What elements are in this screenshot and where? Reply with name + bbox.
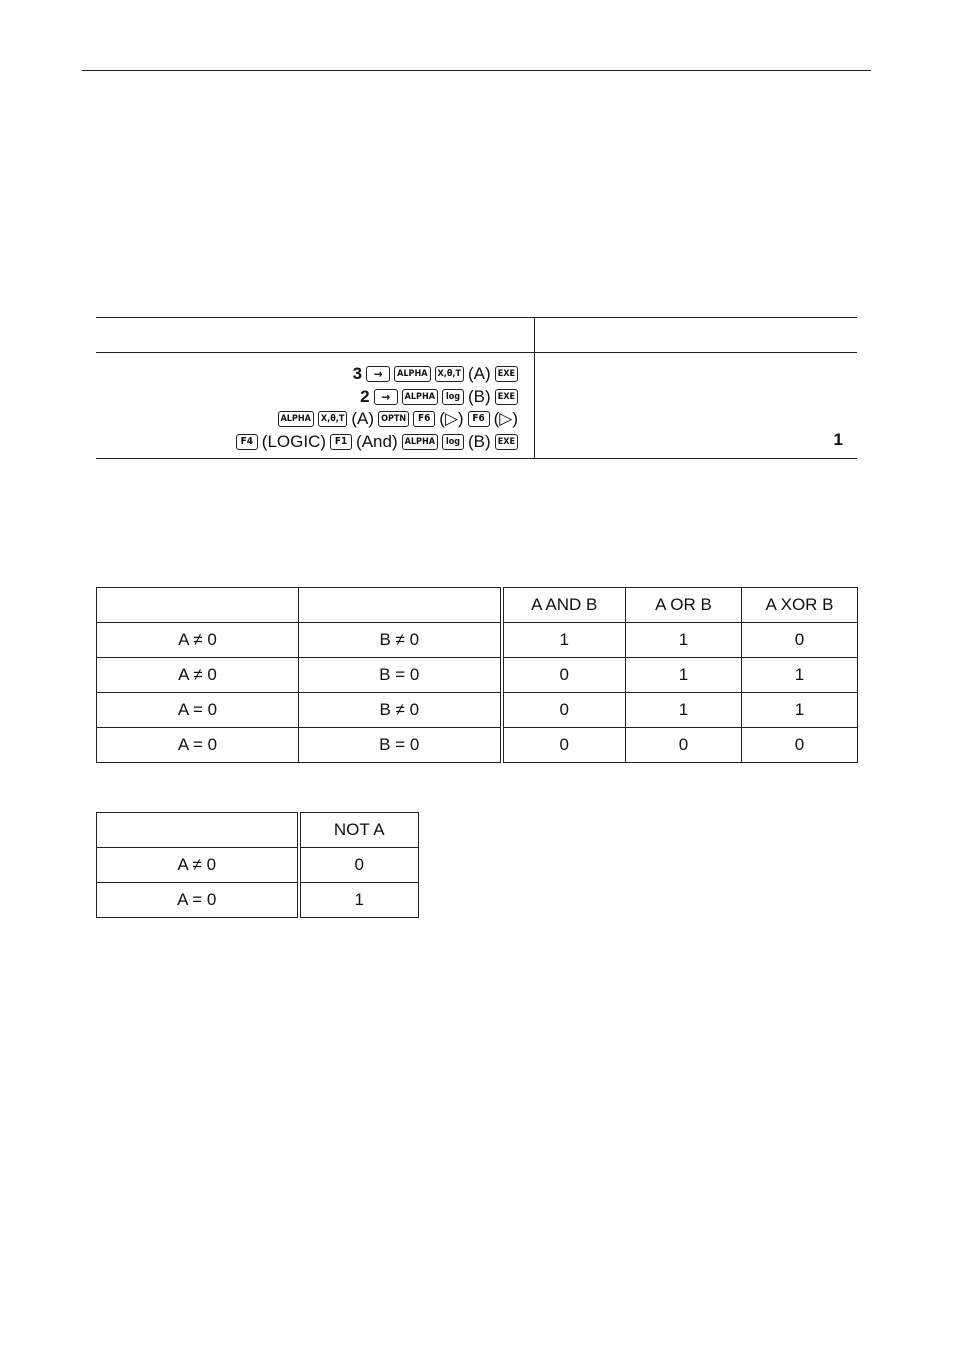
optn-key-icon: OPTN [378,411,409,427]
table-cell: 0 [626,728,742,763]
example-table [96,317,857,459]
example-column-divider [534,318,535,458]
table-cell: 1 [299,883,419,918]
display-result: 1 [833,430,843,449]
table-cell: 0 [742,623,858,658]
table-cell: 0 [502,728,626,763]
table-cell: A ≠ 0 [97,623,299,658]
alpha-key-icon: ALPHA [394,366,430,382]
header-rule [82,70,871,71]
table-cell: 1 [502,623,626,658]
table-cell: A ≠ 0 [97,658,299,693]
table-cell: B = 0 [299,658,502,693]
label-b: (B) [468,386,491,406]
log-key-icon: log [442,389,464,405]
f6-key-icon: F6 [468,411,490,427]
table-cell: 0 [502,693,626,728]
example-header-rule [96,352,857,353]
header-cell: A OR B [626,588,742,623]
table-cell: 0 [502,658,626,693]
table-cell: 1 [626,693,742,728]
header-cell [299,588,502,623]
right-arrow-key-icon: → [374,389,398,405]
table-cell: 0 [299,848,419,883]
table-cell: B ≠ 0 [299,693,502,728]
label-b: (B) [468,431,491,451]
f6-key-icon: F6 [413,411,435,427]
header-cell: A XOR B [742,588,858,623]
table-cell: A = 0 [97,883,299,918]
table-cell: 1 [742,693,858,728]
right-arrow-key-icon: → [366,366,390,382]
table-header-row [97,588,858,623]
table-cell: 0 [742,728,858,763]
not-truth-table [96,812,419,918]
table-row [97,728,858,763]
binary-truth-table [96,587,858,763]
table-cell: 1 [742,658,858,693]
table-cell: A = 0 [97,728,299,763]
label-next: (▷) [493,409,518,429]
table-row [97,883,419,918]
table-cell: A ≠ 0 [97,848,299,883]
table-row [97,658,858,693]
table-cell: A = 0 [97,693,299,728]
exe-key-icon: EXE [495,366,518,382]
key-operation-column [236,363,518,453]
label-a: (A) [351,409,375,429]
operation-line-1 [236,363,518,386]
exe-key-icon: EXE [495,434,518,450]
table-cell: B ≠ 0 [299,623,502,658]
x-theta-t-key-icon: X,θ,T [318,411,347,427]
header-cell [97,588,299,623]
f4-key-icon: F4 [236,434,258,450]
label-and: (And) [356,431,398,451]
operation-line-2 [236,386,518,409]
digit-3: 3 [352,364,363,383]
label-logic: (LOGIC) [261,431,327,451]
operation-line-4 [236,431,518,454]
table-row [97,623,858,658]
table-row [97,848,419,883]
f1-key-icon: F1 [330,434,352,450]
header-cell: NOT A [299,813,419,848]
label-next: (▷) [439,409,464,429]
digit-2: 2 [360,386,370,406]
alpha-key-icon: ALPHA [402,389,438,405]
alpha-key-icon: ALPHA [402,434,438,450]
alpha-key-icon: ALPHA [278,411,314,427]
table-cell: 1 [626,658,742,693]
x-theta-t-key-icon: X,θ,T [435,366,464,382]
header-cell [97,813,299,848]
table-cell: B = 0 [299,728,502,763]
table-row [97,693,858,728]
operation-line-3 [236,408,518,431]
label-a: (A) [468,364,491,383]
header-cell: A AND B [502,588,626,623]
log-key-icon: log [442,434,464,450]
table-header-row [97,813,419,848]
table-cell: 1 [626,623,742,658]
exe-key-icon: EXE [495,389,518,405]
